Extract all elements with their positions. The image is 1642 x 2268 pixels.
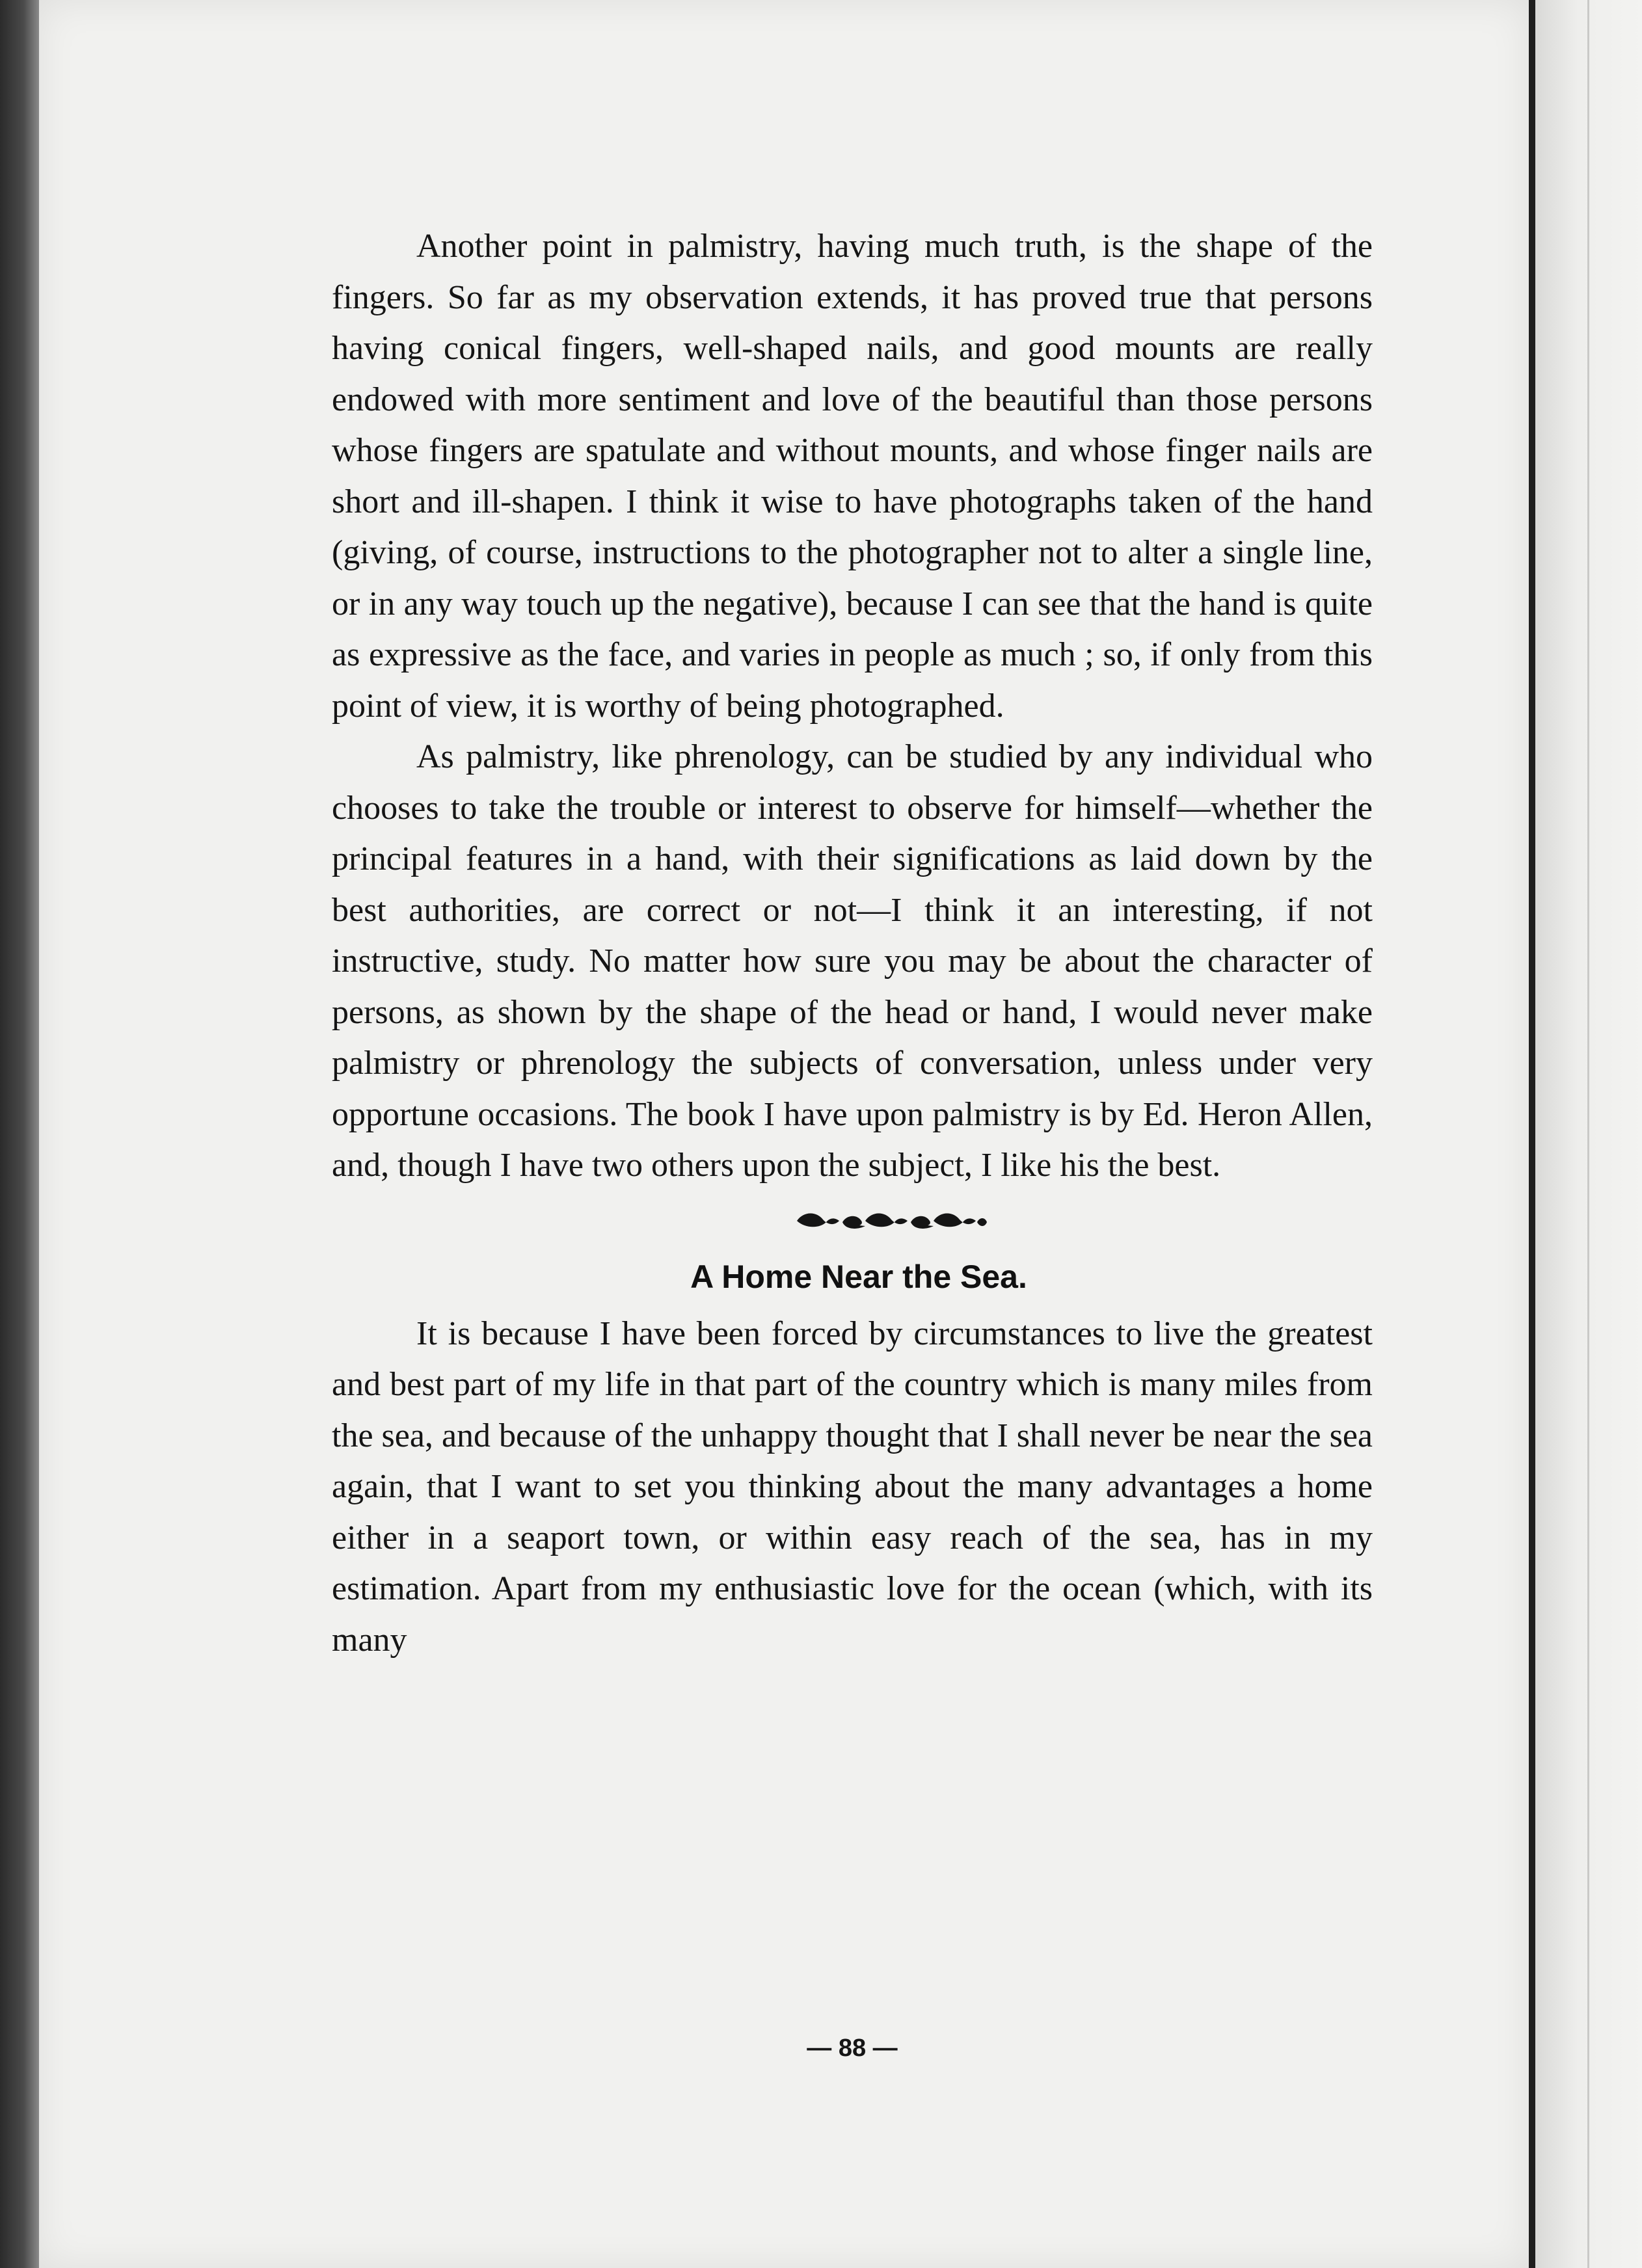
section-heading: A Home Near the Sea. [690,1258,1027,1295]
scan-edge-left [0,0,39,2268]
page-number: — 88 — [807,2035,898,2062]
paragraph-home-near-sea: It is because I have been forced by circumstances to live the greatest and best part of my life in that part of the country which is many miles from the sea, and because of the unhappy thought that I shall never be near the sea again, that I want to set you thinking about the many advantages a home either in a seaport town, or within easy reach of the sea, has in my estimation. Apart from my enthusiastic love for the ocean (which, with its many [332,1314,1373,1659]
floral-ornament-icon [332,1192,1373,1250]
page-fold [1529,0,1535,2268]
paragraph-palmistry-study: As palmistry, like phrenology, can be studied by any individual who chooses to take the trouble or interest to observe for himself—whether the principal features in a hand, with their significations as laid down by the best authorities, are correct or not—I think it an interesting, if not instructive, study. No matter how sure you may be about the character of persons, as shown by the shape of the head or hand, I would never make palmistry or phrenology the subjects of conversation, unless under very opportune occasions. The book I have upon palmistry is by Ed. Heron Allen, and, though I have two others upon the subject, I like his the best. [332,738,1373,1184]
paragraph-palmistry-fingers: Another point in palmistry, having much truth, is the shape of the fingers. So far as my observation extends, it has proved true that persons having conical fingers, well-shaped nails, and good mounts are really endowed with more sentiment and love of the beautiful than those persons whose fingers are spatulate and without mounts, and whose finger nails are short and ill-shapen. I think it wise to have photographs taken of the hand (giving, of course, instructions to the photographer not to alter a single line, or in any way touch up the negative), because I can see that the hand is quite as expressive as the face, and varies in people as much ; so, if only from this point of view, it is worthy of being photographed. [332,228,1373,725]
ornament-svg [794,1208,989,1234]
text-block [332,221,1373,1666]
facing-page-line [1587,0,1589,2268]
